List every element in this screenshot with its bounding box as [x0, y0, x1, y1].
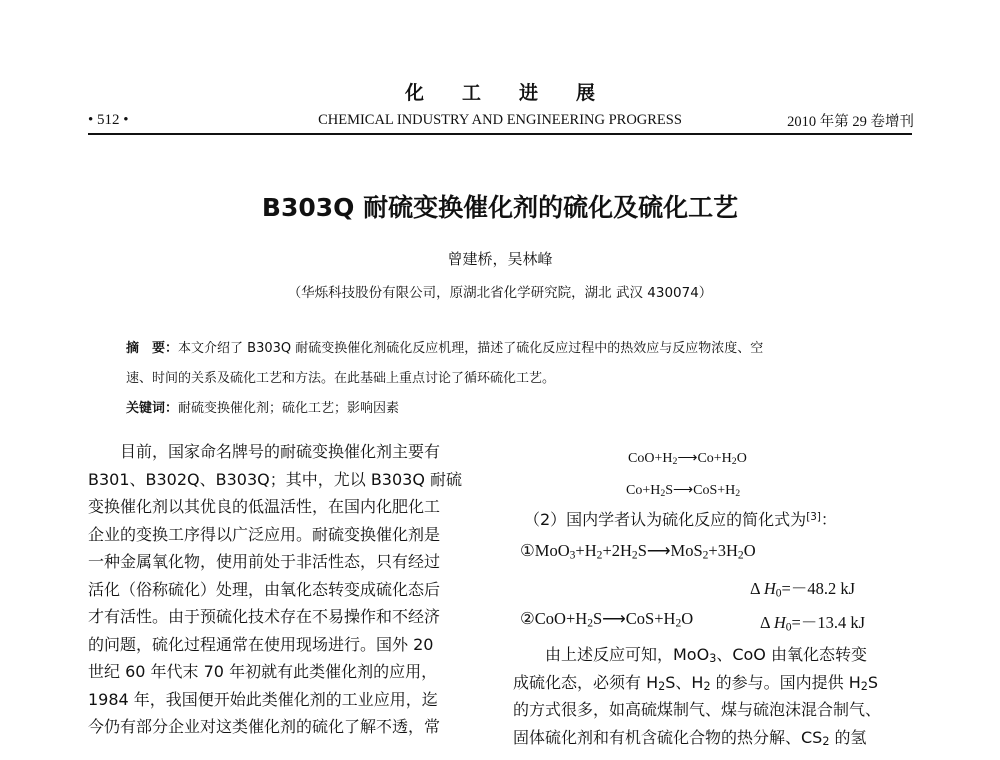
abstract — [126, 334, 886, 424]
sulfidation-intro-text: （2）国内学者认为硫化反应的简化式为[3]： — [524, 510, 837, 529]
journal-title-en: CHEMICAL INDUSTRY AND ENGINEERING PROGRESS — [318, 112, 682, 128]
body-left-line: 1984 年，我国便开始此类催化剂的工业应用，迄 — [88, 689, 438, 709]
article-title: B303Q 耐硫变换催化剂的硫化及硫化工艺 — [261, 193, 739, 222]
body-left-line: 变换催化剂以其优良的低温活性，在国内化肥化工 — [88, 497, 441, 516]
body-left-line: 今仍有部分企业对这类催化剂的硫化了解不透，常 — [88, 717, 441, 736]
abstract-line-2: 速、时间的关系及硫化工艺和方法。在此基础上重点讨论了循环硫化工艺。 — [126, 371, 556, 386]
body-left-line: 目前，国家命名牌号的耐硫变换催化剂主要有 — [88, 442, 441, 461]
authors: 曾建桥，吴林峰 — [447, 250, 553, 268]
keywords-text: 耐硫变换催化剂；硫化工艺；影响因素 — [178, 401, 400, 416]
sulfidation-intro — [524, 506, 924, 534]
body-left-line: 的问题，硫化过程通常在使用现场进行。国外 20 — [88, 634, 434, 654]
keywords-line — [126, 394, 886, 424]
body-left-line: 一种金属氧化物，使用前处于非活性态，只有经过 — [88, 552, 441, 571]
body-right-line: 成硫化态，必须有 $H_2S$、$H_2$ 的参与。国内提供 $H_2S$ — [513, 672, 879, 693]
journal-title: 化工进展 — [404, 82, 633, 104]
equation-1: $CoO+H_2⟶Co+H_2O$ — [628, 451, 747, 467]
body-left-line: 活化（俗称硫化）处理，由氧化态转变成硫化态后 — [88, 579, 441, 599]
journal-issue: 2010 年第 29 卷增刊 — [787, 114, 914, 130]
body-left-column — [88, 438, 486, 741]
equation-3-enthalpy: Δ $H_0=-48.2$ kJ — [750, 579, 856, 600]
body-right-paragraph — [513, 641, 913, 751]
equation-4-enthalpy: Δ $H_0=-13.4$ kJ — [760, 613, 866, 634]
keywords-label: 关键词： — [126, 401, 179, 416]
body-left-line: 企业的变换工序得以广泛应用。耐硫变换催化剂是 — [88, 524, 441, 544]
page-number: • 512 • — [88, 112, 129, 128]
body-right-line: 的方式很多，如高硫煤制气、煤与硫泡沫混合制气、 — [513, 700, 882, 719]
header-rule — [88, 133, 912, 135]
abstract-label: 摘 要： — [126, 341, 179, 356]
abstract-text-1: 本文介绍了 B303Q 耐硫变换催化剂硫化反应机理，描述了硫化反应过程中的热效应与反应物浓度、空 — [178, 341, 764, 356]
body-left-line: B301、B302Q、B303Q；其中，尤以 B303Q 耐硫 — [88, 469, 463, 489]
affiliation: （华烁科技股份有限公司，原湖北省化学研究院，湖北 武汉 430074） — [287, 285, 713, 301]
body-right-line: 由上述反应可知，MoO$_3$、CoO 由氧化态转变 — [513, 645, 867, 666]
equation-4: $②CoO+H_2S⟶CoS+H_2O$ — [520, 609, 694, 630]
body-left-line: 才有活性。由于预硫化技术存在不易操作和不经济 — [88, 607, 441, 626]
body-right-line: 固体硫化剂和有机含硫化合物的热分解、$CS_2$ 的氢 — [513, 727, 867, 748]
equation-3: $①MoO_3+H_2+2H_2S⟶MoS_2+3H_2O$ — [520, 541, 756, 562]
body-left-line: 世纪 60 年代末 70 年初就有此类催化剂的应用， — [88, 662, 438, 681]
equation-2: $Co+H_2S⟶CoS+H_2$ — [626, 483, 741, 499]
abstract-line-1 — [126, 334, 886, 364]
